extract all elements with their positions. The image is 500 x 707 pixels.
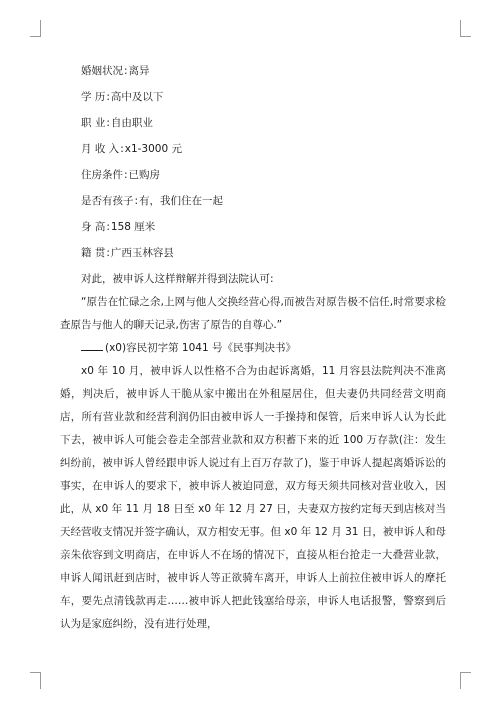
field-education: 学 历:高中及以下	[81, 91, 164, 103]
field-housing: 住房条件:已购房	[81, 169, 161, 181]
field-value: 有，我们住在一起	[139, 195, 224, 207]
field-label: 学 历	[81, 91, 106, 103]
case-reference	[81, 337, 446, 360]
case-reference-text: (x0)容民初字第 1041 号《民事判决书》	[105, 342, 296, 354]
field-height: 身 高:158 厘米	[81, 221, 156, 233]
field-value: 高中及以下	[110, 91, 164, 103]
field-value: 广西玉林容县	[110, 247, 174, 259]
body-paragraph: x0 年 10 月，被申诉人以性格不合为由起诉离婚，11 月容县法院判决不准离婚，判决后，被申诉人干脆从家中搬出在外租屋居住，但夫妻仍共同经营文明商店，所有营业款和经营利润仍旧由被申诉人一手操持和保管，后来申诉人认为长此下去，被申诉人可能会卷走全部营业款和双方积蓄下来的近 100 万存款(注：发生纠纷前，被申诉人曾经跟申诉人说过有上百万存款了)，鉴于申诉人提起离婚诉讼的事实，在申诉人的要求下，被申诉人被迫同意，双方每天须共同核对营业收入，因此，从 x0 年 11 月 18 日至 x0 年 12 月 27 日，夫妻双方按约定每天到店核对当天经营收支情况并签字确认，双方相安无事。但 x0 年 12 月 31 日，被申诉人和母亲朱依容到文明商店，在申诉人不在场的情况下，直接从柜台抢走一大叠营业款，申诉人闻讯赶到店时，被申诉人等正欲骑车离开，申诉人上前拉住被申诉人的摩托车，要先点清钱款再走……被申诉人把此钱塞给母亲，申诉人电话报警，警察到后认为是家庭纠纷，没有进行处理，	[60, 365, 446, 630]
field-label: 月 收 入	[81, 143, 120, 155]
field-value: 158 厘米	[110, 221, 156, 233]
crop-mark-bottom-right	[460, 672, 471, 689]
field-label: 身 高	[81, 221, 106, 233]
field-value: 已购房	[128, 169, 161, 181]
blank-underline	[81, 339, 103, 351]
crop-mark-bottom-left	[30, 672, 41, 689]
document-content	[60, 64, 446, 636]
field-value: 离异	[128, 65, 150, 77]
court-quote: “原告在忙碌之余,上网与他人交换经营心得,而被告对原告极不信任,时常要求检查原告与他人的聊天记录,伤害了原告的自尊心.”	[60, 296, 446, 331]
field-label: 籍 贯	[81, 247, 106, 259]
crop-mark-top-right	[460, 20, 471, 37]
field-monthly-income: 月 收 入:x1-3000 元	[81, 143, 182, 155]
intro-paragraph: 对此，被申诉人这样辩解并得到法院认可:	[81, 273, 274, 285]
field-value: 自由职业	[110, 117, 153, 129]
crop-mark-top-left	[30, 20, 41, 37]
field-marital-status: 婚姻状况:离异	[81, 65, 150, 77]
field-children: 是否有孩子:有，我们住在一起	[81, 195, 224, 207]
field-label: 婚姻状况	[81, 65, 123, 77]
field-label: 职 业	[81, 117, 106, 129]
field-value: x1-3000 元	[124, 143, 182, 155]
field-label: 住房条件	[81, 169, 123, 181]
field-hometown: 籍 贯:广西玉林容县	[81, 247, 174, 259]
field-label: 是否有孩子	[81, 195, 134, 207]
field-occupation: 职 业:自由职业	[81, 117, 153, 129]
